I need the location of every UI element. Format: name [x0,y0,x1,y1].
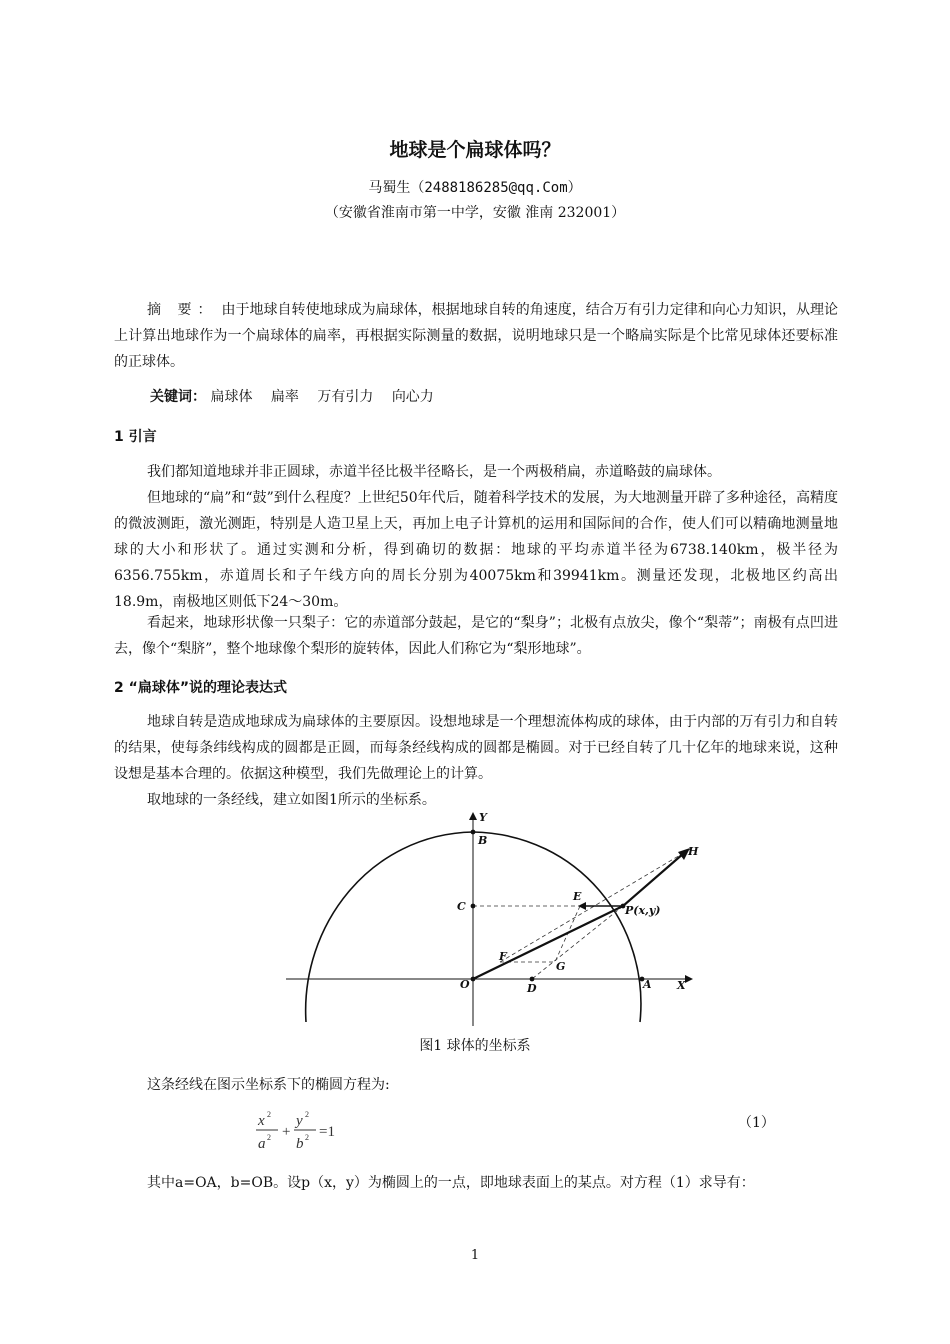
section-1-heading: 1 引言 [114,429,157,445]
label-c: C [457,900,466,913]
keyword-item: 扁率 [270,389,299,405]
keywords [150,386,448,406]
eq-y-numerator: y [296,1113,303,1129]
eq-b-exponent: 2 [305,1133,309,1142]
y-axis-arrow [469,812,477,820]
keyword-item: 扁球体 [210,389,253,405]
section-2-paragraph-2: 取地球的一条经线，建立如图1所示的坐标系。 [147,792,436,808]
eq-plus-sign: + [282,1124,291,1140]
abstract-text: 由于地球自转使地球成为扁球体，根据地球自转的角速度，结合万有引力定律和向心力知识，从理论上计算出地球作为一个扁球体的扁率，再根据实际测量的数据，说明地球只是一个略扁实际是个比常见球体还要标准的正球体。 [114,302,838,370]
keyword-item: 万有引力 [317,389,374,405]
paper-title: 地球是个扁球体吗？ [389,139,561,161]
keywords-label: 关键词： [150,389,206,405]
x-axis-arrow [685,975,693,983]
equation-number: （1） [738,1115,775,1131]
section-2-paragraph-1: 地球自转是造成地球成为扁球体的主要原因。设想地球是一个理想流体构成的球体，由于内部的万有引力和自转的结果，使每条纬线构成的圆都是正圆，而每条经线构成的圆都是椭圆。对于已经自转了几十亿年的地球来说，这种设想是基本合理的。依据这种模型，我们先做理论上的计算。 [114,714,838,782]
author-line: 马蜀生（2488186285@qq.Com） [368,180,582,196]
point-d [530,977,535,982]
ellipse-equation [253,1108,353,1158]
page-number: 1 [470,1248,480,1263]
affiliation-line: （安徽省淮南市第一中学，安徽 淮南 232001） [324,205,626,221]
vector-p-h [623,853,684,906]
eq-a-denominator: a [258,1136,266,1152]
label-e: E [573,890,582,903]
point-o [471,977,476,982]
eq-a-exponent: 2 [267,1133,271,1142]
label-h: H [688,845,699,858]
section-2-heading: 2 “扁球体”说的理论表达式 [114,680,288,696]
vector-e-arrowhead [578,902,586,910]
section-1-paragraph-3: 看起来，地球形状像一只梨子：它的赤道部分鼓起，是它的“梨身”；北极有点放尖，像个“梨蒂”；南极有点凹进去，像个“梨脐”，整个地球像个梨形的旋转体，因此人们称它为“梨形地球”。 [114,615,838,657]
label-f: F [499,950,507,963]
eq-rhs: =1 [319,1124,335,1140]
eq-b-denominator: b [296,1136,304,1152]
label-g: G [556,960,566,973]
figure-caption: 图1 球体的坐标系 [419,1038,531,1054]
eq-y-exponent: 2 [305,1110,309,1119]
label-p: P(x,y) [625,904,661,917]
label-x: X [677,979,686,992]
label-d: D [527,982,537,995]
label-b: B [478,834,488,847]
abstract-label: 摘 要： [147,302,218,318]
vector-o-p [473,906,623,979]
point-b [471,830,476,835]
eq-x-numerator: x [258,1113,265,1129]
abstract [114,297,838,375]
eq-x-exponent: 2 [267,1110,271,1119]
label-y: Y [479,811,487,824]
point-c [471,904,476,909]
label-o: O [460,978,470,991]
dashed-f-h [500,848,692,962]
section-1-paragraph-2: 但地球的“扁”和“鼓”到什么程度？上世纪50年代后，随着科学技术的发展，为大地测量开辟了多种途径，高精度的微波测距，激光测距，特别是人造卫星上天，再加上电子计算机的运用和国际间的合作，使人们可以精确地测量地球的大小和形状了。通过实测和分析，得到确切的数据：地球的平均赤道半径为6738.140km，极半径为6356.755km，赤道周长和子午线方向的周长分别为40075km和39941km。测量还发现，北极地区约高出18.9m，南极地区则低下24～30m。 [114,490,838,610]
section-1-paragraph-1: 我们都知道地球并非正圆球，赤道半径比极半径略长，是一个两极稍扁，赤道略鼓的扁球体。 [147,464,721,480]
equation-follow-text: 其中a=OA，b=OB。设p（x，y）为椭圆上的一点，即地球表面上的某点。对方程（1）求导有： [147,1175,755,1191]
label-a: A [643,978,652,991]
coordinate-figure [280,806,720,1026]
equation-intro: 这条经线在图示坐标系下的椭圆方程为: [147,1077,390,1093]
keyword-item: 向心力 [391,389,434,405]
